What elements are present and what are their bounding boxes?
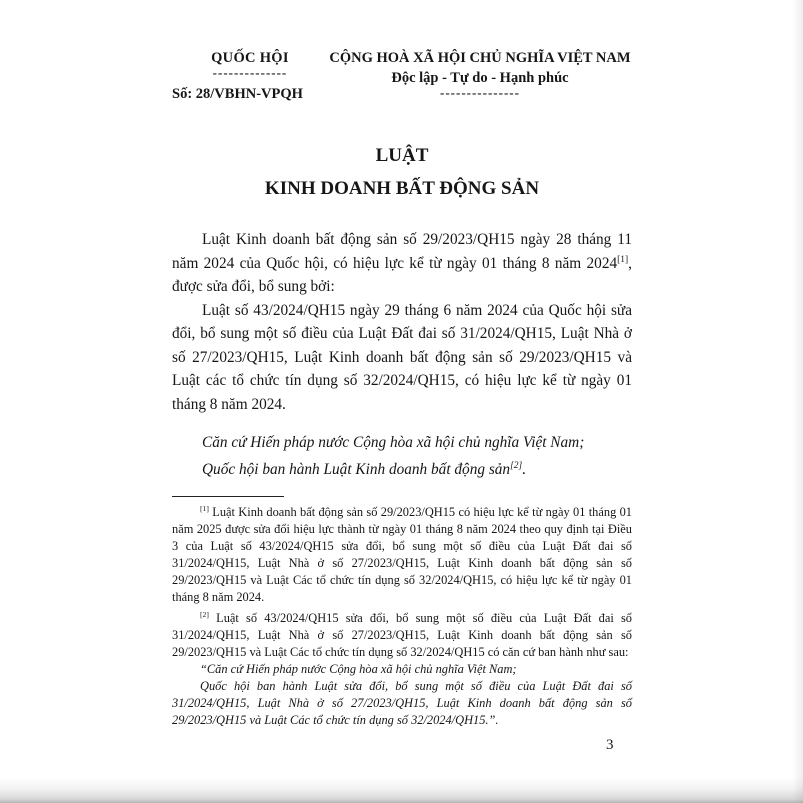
motto-divider: ---------------	[440, 85, 520, 100]
citation-line-1: Căn cứ Hiến pháp nước Cộng hòa xã hội chủ nghĩa Việt Nam;	[202, 434, 585, 451]
body-paragraph-1	[172, 228, 632, 299]
body-paragraph-1-tail: , được sửa đổi, bổ sung bởi:	[172, 254, 632, 295]
footnote-2	[172, 610, 632, 661]
footnote-separator	[172, 496, 284, 497]
issuer-name: QUỐC HỘI	[211, 50, 289, 66]
page-number: 3	[606, 737, 614, 753]
footnote-1-text: Luật Kinh doanh bất động sản số 29/2023/QH15 có hiệu lực kể từ ngày 01 tháng 01 năm 2025 được sửa đổi hiệu lực thành từ ngày 01 tháng 8 năm 2024 theo quy định tại Điều 3 của Luật số 43/2024/QH15 sửa đổi, bổ sung một số điều của Luật Đất đai số 31/2024/QH15, Luật Nhà ở số 27/2023/QH15, Luật Kinh doanh bất động sản số 29/2023/QH15 và Luật Các tổ chức tín dụng số 32/2024/QH15, có hiệu lực kể từ ngày 01 tháng 8 năm 2024.	[172, 505, 632, 604]
page-edge-bottom-shading	[0, 777, 803, 803]
body-paragraph-1-text: Luật Kinh doanh bất động sản số 29/2023/QH15 ngày 28 tháng 11 năm 2024 của Quốc hội, có hiệu lực kể từ ngày 01 tháng 8 năm 2024	[172, 231, 632, 272]
national-title: CỘNG HOÀ XÃ HỘI CHỦ NGHĨA VIỆT NAM	[329, 50, 631, 66]
footnote-1-marker: [1]	[200, 503, 209, 513]
document-body	[172, 228, 632, 481]
issuer-block	[172, 50, 328, 103]
footnote-ref-2: [2]	[510, 460, 523, 471]
document-content	[172, 50, 632, 729]
footnote-2-text: Luật số 43/2024/QH15 sửa đổi, bổ sung một số điều của Luật Đất đai số 31/2024/QH15, Luật Nhà ở số 27/2023/QH15, Luật Kinh doanh bất động sản số 29/2023/QH15 và Luật Các tổ chức tín dụng số 32/2024/QH15 có căn cứ ban hành như sau:	[172, 611, 632, 659]
footnotes-section	[172, 504, 632, 729]
national-motto: Độc lập - Tự do - Hạnh phúc	[391, 70, 569, 86]
title-line-1: LUẬT	[375, 145, 429, 166]
citation-line-2	[172, 458, 632, 482]
issuer-divider: --------------	[212, 65, 288, 80]
citation-line-2-tail: .	[522, 460, 527, 478]
document-header	[172, 50, 632, 103]
citation-line-2-text: Quốc hội ban hành Luật Kinh doanh bất động sản	[202, 460, 511, 478]
page-edge-right-shading	[793, 0, 803, 803]
body-paragraph-2: Luật số 43/2024/QH15 ngày 29 tháng 6 năm 2024 của Quốc hội sửa đổi, bổ sung một số điều của Luật Đất đai số 31/2024/QH15, Luật Nhà ở số 27/2023/QH15, Luật Kinh doanh bất động sản số 29/2023/QH15 và Luật các tổ chức tín dụng số 32/2024/QH15, có hiệu lực kể từ ngày 01 tháng 8 năm 2024.	[172, 301, 632, 413]
footnote-ref-1: [1]	[617, 254, 629, 265]
document-title	[172, 145, 632, 200]
national-motto-block	[328, 50, 632, 99]
footnote-2-marker: [2]	[200, 609, 209, 619]
footnote-2-quote-2: Quốc hội ban hành Luật sửa đổi, bổ sung một số điều của Luật Đất đai số 31/2024/QH15, Luật Nhà ở số 27/2023/QH15, Luật Kinh doanh bất động sản số 29/2023/QH15 và Luật Các tổ chức tín dụng số 32/2024/QH15.”.	[172, 679, 632, 727]
footnote-1	[172, 504, 632, 606]
document-number: Số: 28/VBHN-VPQH	[172, 86, 303, 102]
footnote-2-quote-1: “Căn cứ Hiến pháp nước Cộng hòa xã hội chủ nghĩa Việt Nam;	[200, 662, 517, 676]
citation-block	[172, 431, 632, 481]
title-line-2: KINH DOANH BẤT ĐỘNG SẢN	[264, 178, 540, 199]
